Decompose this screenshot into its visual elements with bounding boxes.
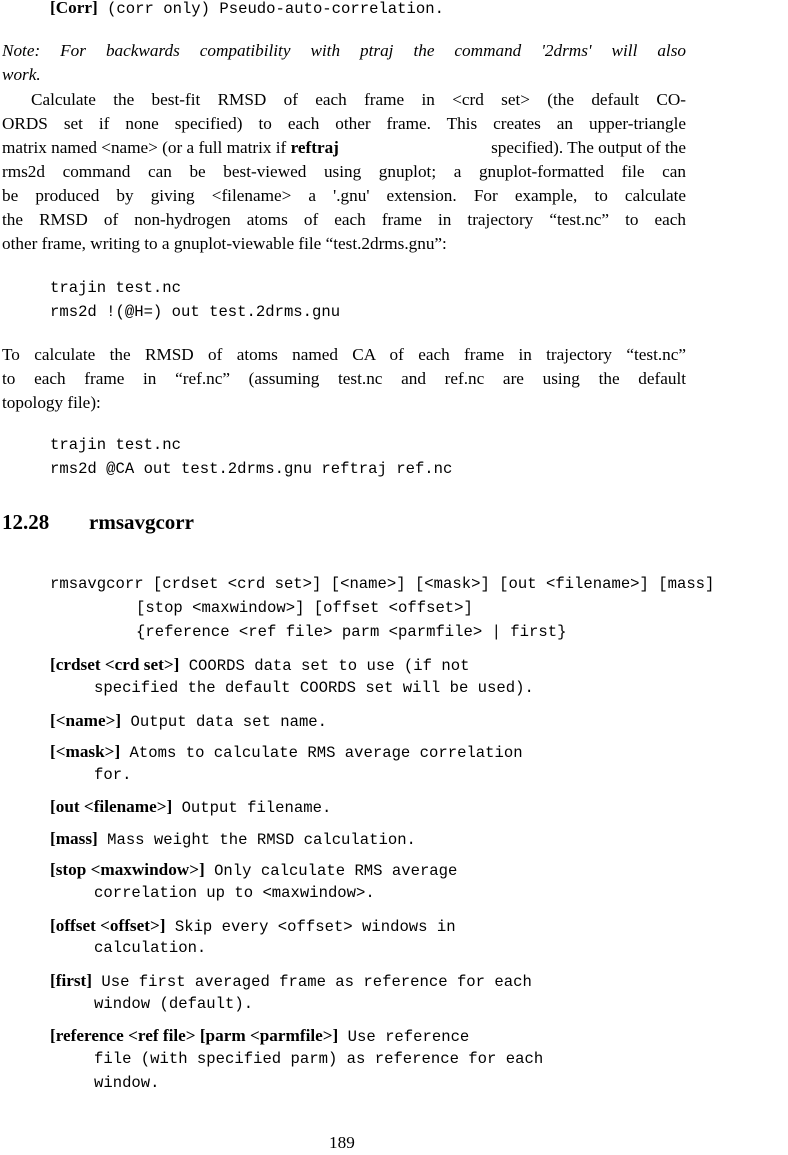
option-reference-desc-cont-2: window. [94, 1074, 160, 1092]
note-line-1: Note: For backwards compatibility with ptraj the command '2drms' will also [2, 41, 686, 60]
option-first-desc-cont: window (default). [94, 995, 254, 1013]
option-first-desc: Use first averaged frame as reference for each [92, 973, 532, 991]
para1-line-7: other frame, writing to a gnuplot-viewable file “test.2drms.gnu”: [2, 234, 447, 253]
option-name [50, 711, 327, 731]
option-first-label: [first] [50, 971, 92, 990]
option-stop-label: [stop <maxwindow>] [50, 860, 205, 879]
syntax-line-1: rmsavgcorr [crdset <crd set>] [<name>] [<mask>] [out <filename>] [mass] [50, 575, 715, 593]
para1-line-5: be produced by giving <filename> a '.gnu' extension. For example, to calculate [2, 186, 686, 205]
para1-line-2: ORDS set if none specified) to each other frame. This creates an upper-triangle [2, 114, 686, 133]
option-crdset-desc: COORDS data set to use (if not [179, 657, 470, 675]
option-stop-desc: Only calculate RMS average [204, 862, 458, 880]
option-out-desc: Output filename. [172, 799, 332, 817]
option-mass-desc: Mass weight the RMSD calculation. [97, 831, 416, 849]
para2-line-2: to each frame in “ref.nc” (assuming test.nc and ref.nc are using the default [2, 369, 686, 388]
para1-line-3-post: specified). The output of the [491, 138, 686, 157]
option-first [50, 971, 532, 991]
section-number: 12.28 [2, 510, 50, 534]
para1-line-6: the RMSD of non-hydrogen atoms of each frame in trajectory “test.nc” to each [2, 210, 686, 229]
option-crdset-label: [crdset <crd set>] [50, 655, 180, 674]
option-stop [50, 860, 457, 880]
corr-option [50, 0, 444, 18]
code1-line-2: rms2d !(@H=) out test.2drms.gnu [50, 303, 341, 321]
syntax-line-2: [stop <maxwindow>] [offset <offset>] [136, 599, 473, 617]
code2-line-1: trajin test.nc [50, 436, 182, 454]
option-mask-label: [<mask>] [50, 742, 121, 761]
option-offset-desc-cont: calculation. [94, 939, 207, 957]
corr-option-label: [Corr] [50, 0, 98, 17]
option-mask-desc: Atoms to calculate RMS average correlation [120, 744, 523, 762]
corr-option-desc: (corr only) Pseudo-auto-correlation. [97, 0, 444, 18]
option-crdset-desc-cont: specified the default COORDS set will be used). [94, 679, 534, 697]
page-number: 189 [329, 1133, 355, 1152]
option-offset-desc: Skip every <offset> windows in [165, 918, 456, 936]
option-out-label: [out <filename>] [50, 797, 173, 816]
option-mask-desc-cont: for. [94, 766, 132, 784]
code1-line-1: trajin test.nc [50, 279, 182, 297]
option-out [50, 797, 331, 817]
option-name-label: [<name>] [50, 711, 122, 730]
option-name-desc: Output data set name. [121, 713, 328, 731]
para1-line-4: rms2d command can be best-viewed using gnuplot; a gnuplot-formatted file can [2, 162, 686, 181]
option-offset [50, 916, 456, 936]
option-crdset [50, 655, 469, 675]
option-offset-label: [offset <offset>] [50, 916, 166, 935]
option-stop-desc-cont: correlation up to <maxwindow>. [94, 884, 375, 902]
para1-line-3-pre: matrix named <name> (or a full matrix if [2, 138, 291, 157]
syntax-line-3: {reference <ref file> parm <parmfile> | first} [136, 623, 567, 641]
option-reference-desc: Use reference [338, 1028, 470, 1046]
code2-line-2: rms2d @CA out test.2drms.gnu reftraj ref.nc [50, 460, 453, 478]
option-mass [50, 829, 416, 849]
option-reference-label: [reference <ref file> [parm <parmfile>] [50, 1026, 339, 1045]
para2-line-3: topology file): [2, 393, 101, 412]
option-mass-label: [mass] [50, 829, 98, 848]
option-reference [50, 1026, 469, 1046]
section-title: rmsavgcorr [89, 510, 194, 534]
para1-line-3 [2, 136, 686, 160]
reftraj-keyword: reftraj [290, 138, 339, 157]
para1-line-1: Calculate the best-fit RMSD of each frame in <crd set> (the default CO- [31, 90, 686, 109]
option-mask [50, 742, 523, 762]
note-line-2: work. [2, 65, 41, 84]
option-reference-desc-cont-1: file (with specified parm) as reference for each [94, 1050, 544, 1068]
para2-line-1: To calculate the RMSD of atoms named CA of each frame in trajectory “test.nc” [2, 345, 686, 364]
